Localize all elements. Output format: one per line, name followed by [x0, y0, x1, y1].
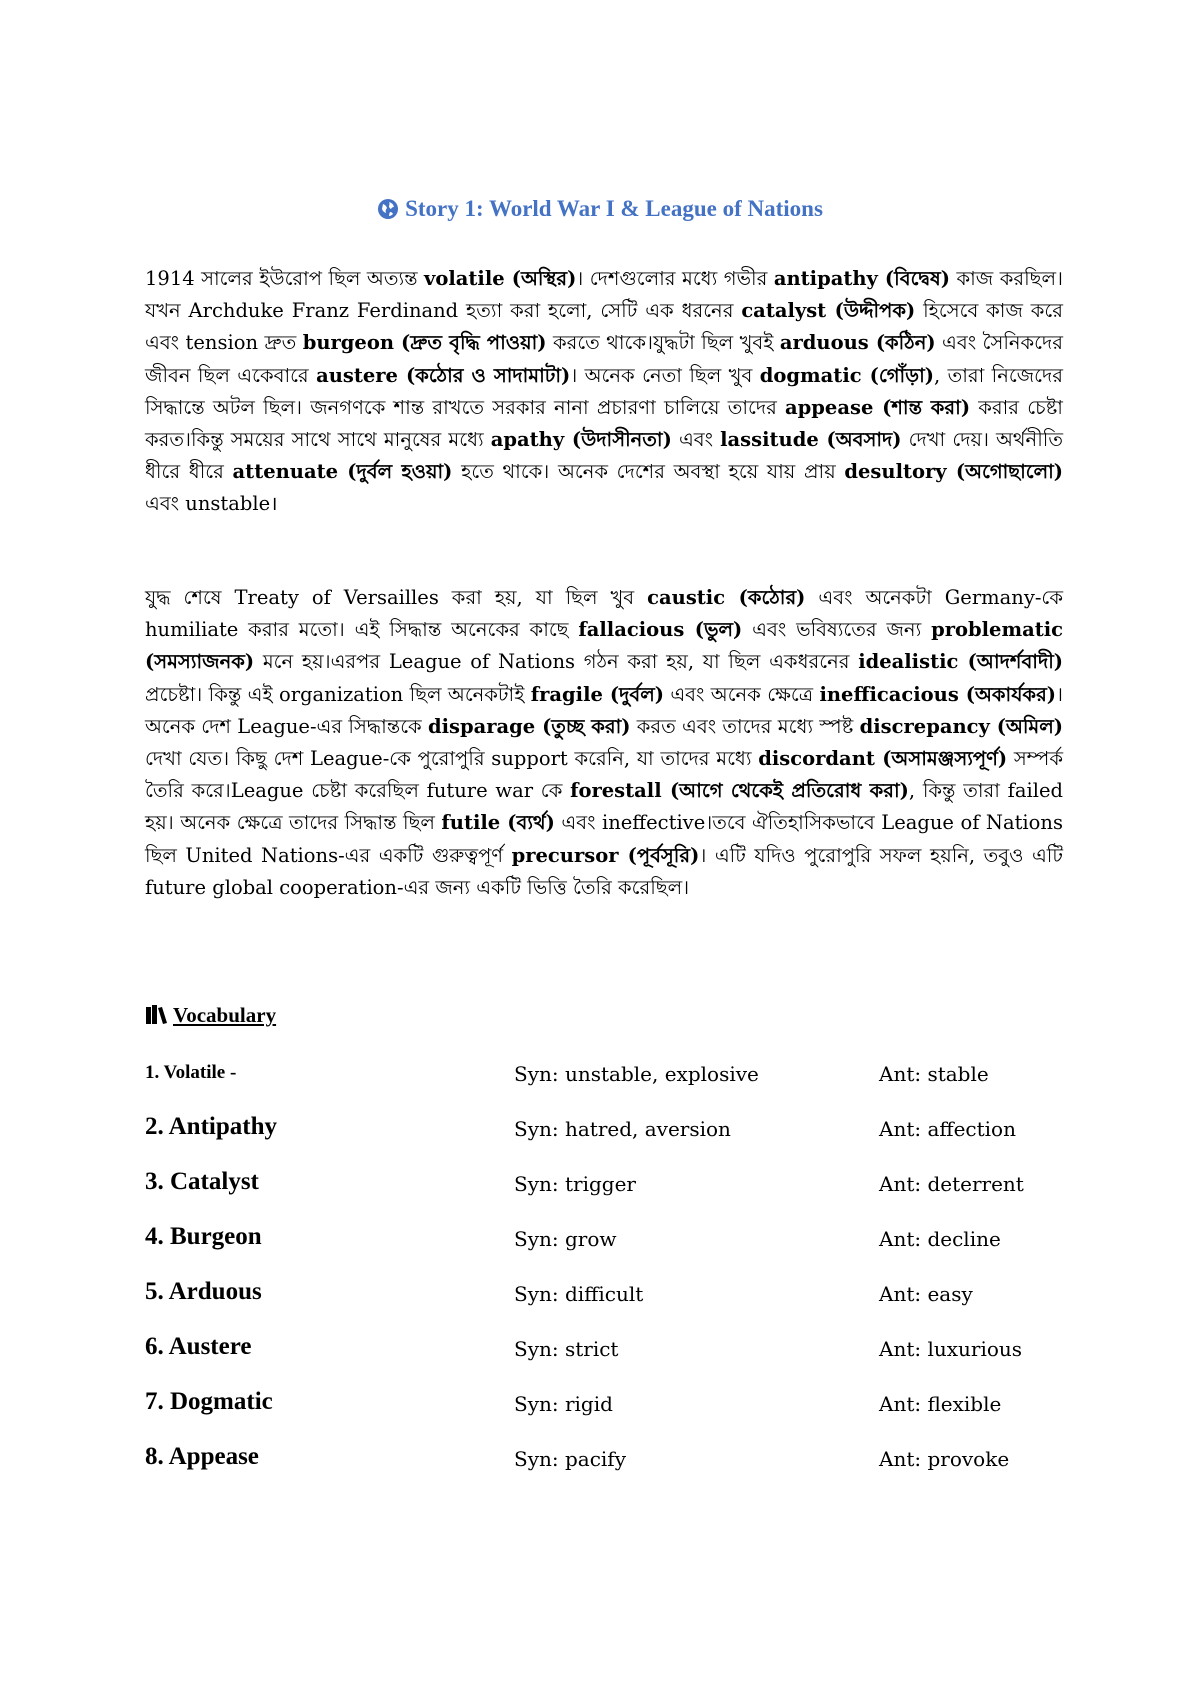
vocabulary-heading [145, 1003, 276, 1028]
paragraph-text: এবং unstable। [145, 492, 278, 516]
vocab-row [145, 1443, 1075, 1483]
story-title-text: Story 1: World War I & League of Nations [405, 196, 823, 221]
vocab-row [145, 1388, 1075, 1428]
paragraph-text: দেখা দেয়। অর্থনীতি ধীরে ধীরে [145, 428, 1063, 484]
vocab-word: 1. Volatile - [145, 1062, 237, 1083]
paragraph-text: মনে হয়।এরপর League of Nations গঠন করা হয়, যা ছিল একধরনের [254, 650, 859, 674]
vocab-antonyms: Ant: provoke [879, 1447, 1010, 1471]
paragraph-text: এবং অনেকটা Germany-কে humiliate করার মতো। এই সিদ্ধান্ত অনেকের কাছে [145, 586, 1063, 642]
vocab-term: idealistic (আদর্শবাদী) [858, 650, 1063, 674]
vocab-synonyms: Syn: hatred, aversion [514, 1117, 731, 1141]
paragraph-text: এবং [671, 428, 721, 452]
vocab-term: inefficacious (অকার্যকর) [819, 682, 1057, 706]
vocab-term: precursor (পূর্বসূরি) [511, 843, 700, 867]
books-icon [145, 1005, 169, 1025]
vocab-row [145, 1168, 1075, 1208]
vocab-antonyms: Ant: stable [879, 1062, 989, 1086]
paragraph-text: সম্পর্ক তৈরি করে।League চেষ্টা করেছিল future war কে [145, 747, 1063, 803]
paragraph-text: 1914 সালের ইউরোপ ছিল অত্যন্ত [145, 267, 425, 290]
vocab-row [145, 1113, 1075, 1153]
paragraph-text: ।অনেক দেশ League-এর সিদ্ধান্তকে [145, 682, 1064, 738]
vocab-row [145, 1333, 1075, 1373]
paragraph-text: হিসেবে কাজ করে এবং tension দ্রুত [145, 299, 1063, 355]
paragraph-text: কাজ করছিল। যখন Archduke Franz Ferdinand হত্যা করা হলো, সেটি এক ধরনের [145, 267, 1063, 323]
vocab-word: 3. Catalyst [145, 1168, 259, 1195]
paragraph-text: হতে থাকে। অনেক দেশের অবস্থা হয়ে যায় প্রায় [452, 460, 845, 484]
vocab-term: fallacious (ভুল) [578, 618, 743, 642]
vocab-synonyms: Syn: unstable, explosive [514, 1062, 759, 1086]
vocab-term: caustic (কঠোর) [647, 586, 806, 609]
vocab-term: problematic (সমস্যাজনক) [145, 618, 1064, 674]
vocab-synonyms: Syn: difficult [514, 1282, 644, 1306]
paragraph-text: এবং সৈনিকদের জীবন ছিল একেবারে [145, 331, 1063, 387]
vocab-term: apathy (উদাসীনতা) [490, 428, 672, 452]
vocab-term: desultory (অগোছালো) [844, 460, 1064, 484]
paragraph-text: প্রচেষ্টা। কিন্তু এই organization ছিল অনেকটাই [145, 682, 531, 706]
paragraph-text: করত এবং তাদের মধ্যে স্পষ্ট [630, 714, 860, 738]
vocab-antonyms: Ant: easy [879, 1282, 973, 1306]
vocab-word: 5. Arduous [145, 1278, 262, 1305]
globe-icon [377, 198, 399, 220]
vocab-synonyms: Syn: rigid [514, 1392, 613, 1416]
vocab-antonyms: Ant: affection [879, 1117, 1016, 1141]
paragraph-text: । এটি যদিও পুরোপুরি সফল হয়নি, তবুও এটি future global cooperation-এর জন্য একটি ভিত্তি তৈরি করেছিল। [145, 843, 1063, 899]
vocab-term: arduous (কঠিন) [779, 331, 936, 355]
vocab-synonyms: Syn: pacify [514, 1447, 627, 1471]
vocab-term: fragile (দুর্বল) [530, 682, 664, 706]
vocab-term: catalyst (উদ্দীপক) [741, 299, 916, 323]
vocab-word: 4. Burgeon [145, 1223, 262, 1250]
story-paragraph-1 [145, 263, 1063, 521]
paragraph-text: এবং অনেক ক্ষেত্রে [663, 682, 820, 706]
vocab-antonyms: Ant: deterrent [879, 1172, 1024, 1196]
vocab-term: appease (শান্ত করা) [785, 395, 971, 419]
vocab-term: disparage (তুচ্ছ করা) [427, 714, 631, 738]
vocab-term: volatile (অস্থির) [424, 267, 577, 290]
vocab-term: lassitude (অবসাদ) [720, 428, 902, 452]
vocab-term: discordant (অসামঞ্জস্যপূর্ণ) [758, 747, 1008, 771]
vocab-synonyms: Syn: strict [514, 1337, 619, 1361]
vocab-term: attenuate (দুর্বল হওয়া) [232, 460, 453, 484]
paragraph-text: । অনেক নেতা ছিল খুব [570, 363, 760, 387]
vocabulary-heading-text: Vocabulary [173, 1003, 277, 1027]
vocab-word: 7. Dogmatic [145, 1388, 273, 1415]
vocab-row [145, 1223, 1075, 1263]
paragraph-text: দেখা যেত। কিছু দেশ League-কে পুরোপুরি support করেনি, যা তাদের মধ্যে [145, 747, 759, 771]
vocab-word: 6. Austere [145, 1333, 252, 1360]
vocab-antonyms: Ant: luxurious [879, 1337, 1023, 1361]
paragraph-text: , কিন্তু তারা failed হয়। অনেক ক্ষেত্রে তাদের সিদ্ধান্ত ছিল [145, 779, 1064, 835]
vocab-term: forestall (আগে থেকেই প্রতিরোধ করা) [570, 779, 909, 803]
paragraph-text: যুদ্ধ শেষে Treaty of Versailles করা হয়, যা ছিল খুব [145, 586, 648, 609]
vocab-word: 8. Appease [145, 1443, 259, 1470]
vocab-antonyms: Ant: flexible [879, 1392, 1002, 1416]
vocab-term: burgeon (দ্রুত বৃদ্ধি পাওয়া) [302, 331, 547, 355]
paragraph-text: এবং ineffective।তবে ঐতিহাসিকভাবে League of Nations ছিল United Nations-এর একটি গুরুত্বপূর্ণ [145, 811, 1063, 867]
story-paragraph-2 [145, 582, 1063, 904]
paragraph-text: করতে থাকে।যুদ্ধটা ছিল খুবই [546, 331, 780, 355]
vocab-term: futile (ব্যর্থ) [441, 811, 555, 835]
vocab-synonyms: Syn: trigger [514, 1172, 636, 1196]
vocab-row [145, 1058, 1075, 1098]
vocab-term: austere (কঠোর ও সাদামাটা) [316, 363, 571, 387]
story-title [0, 196, 1200, 222]
vocab-term: dogmatic (গোঁড়া) [759, 363, 934, 387]
vocab-antonyms: Ant: decline [879, 1227, 1001, 1251]
paragraph-text: করার চেষ্টা করত।কিন্তু সময়ের সাথে সাথে মানুষের মধ্যে [145, 395, 1063, 452]
vocab-word: 2. Antipathy [145, 1113, 277, 1140]
vocab-term: discrepancy (অমিল) [859, 714, 1063, 738]
vocab-row [145, 1278, 1075, 1318]
paragraph-text: । দেশগুলোর মধ্যে গভীর [576, 267, 774, 290]
paragraph-text: এবং ভবিষ্যতের জন্য [742, 618, 932, 642]
vocab-synonyms: Syn: grow [514, 1227, 617, 1251]
paragraph-text: , তারা নিজেদের সিদ্ধান্তে অটল ছিল। জনগণকে শান্ত রাখতে সরকার নানা প্রচারণা চালিয়ে তাদের [145, 363, 1063, 419]
vocab-term: antipathy (বিদ্বেষ) [773, 267, 950, 290]
